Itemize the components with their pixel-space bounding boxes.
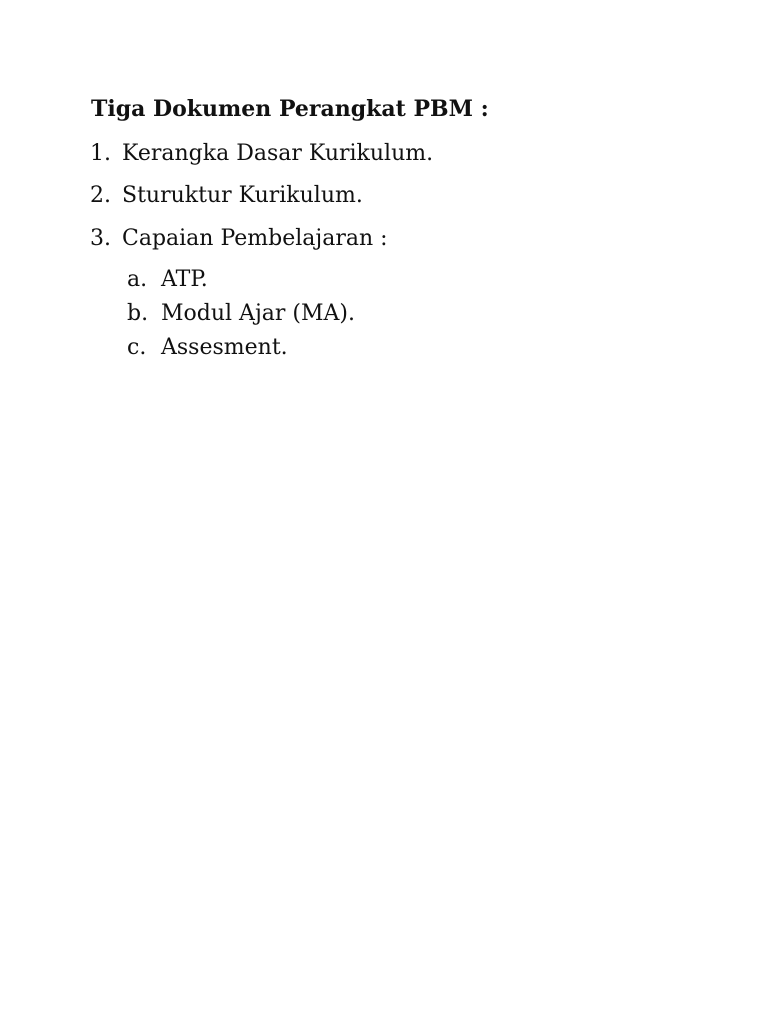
- list-item-number: 2.: [90, 183, 111, 208]
- list-item: [90, 224, 388, 254]
- list-item: [90, 181, 363, 211]
- list-item-text: Kerangka Dasar Kurikulum.: [122, 141, 434, 166]
- list-item: [90, 139, 433, 169]
- sub-list-item: [127, 333, 288, 363]
- document-title: Tiga Dokumen Perangkat PBM :: [91, 96, 489, 122]
- sub-list-item-letter: a.: [127, 267, 148, 292]
- sub-list-item: [127, 299, 355, 329]
- sub-list-item-text: ATP.: [161, 267, 208, 292]
- list-item-number: 3.: [90, 226, 111, 251]
- list-item-text: Capaian Pembelajaran :: [122, 226, 388, 251]
- sub-list-item: [127, 265, 208, 295]
- sub-list-item-letter: b.: [127, 301, 149, 326]
- sub-list-item-letter: c.: [127, 335, 147, 360]
- list-item-number: 1.: [90, 141, 111, 166]
- sub-list-item-text: Modul Ajar (MA).: [161, 301, 355, 326]
- sub-list-item-text: Assesment.: [161, 335, 288, 360]
- list-item-text: Sturuktur Kurikulum.: [122, 183, 363, 208]
